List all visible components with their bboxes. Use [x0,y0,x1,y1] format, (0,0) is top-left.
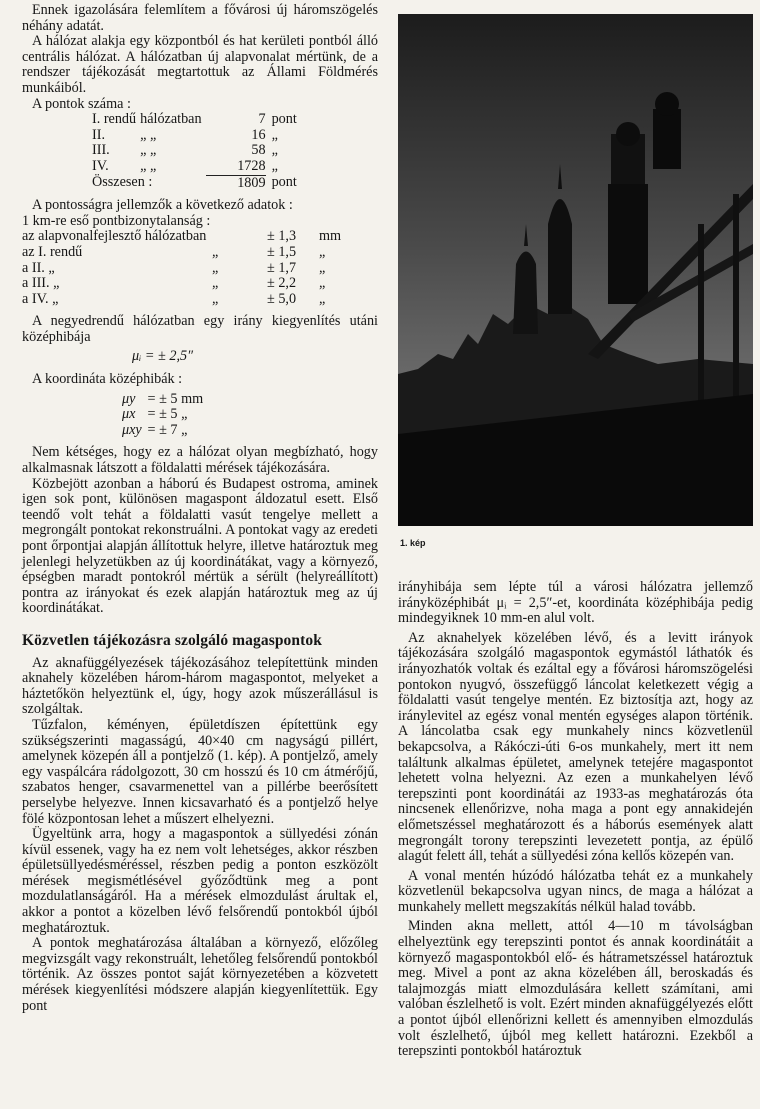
paragraph: A pontosságra jellemzők a következő adatok : [32,197,293,214]
table-cell: „ „ [140,142,157,159]
table-cell: pont [271,174,297,191]
left-column [22,3,378,1014]
table-cell: 58 [251,142,266,159]
table-cell: hálózatban [140,111,202,128]
table-cell: „ [271,126,278,143]
table-cell: III. [92,142,110,159]
table-cell: az alapvonalfejlesztő hálózatban [22,228,207,245]
symbol: μy [122,390,136,407]
table-row [22,229,341,245]
table-cell: ± 2,2 [267,275,297,292]
table-cell: „ [212,290,219,307]
paragraph: Ügyeltünk arra, hogy a magaspontok a süllyedési zónán kívül essenek, vagy ha ez nem volt lehetséges, akkor részben épületsüllyedésméréssel, részben pedig a ponton eszközölt mérések megismétlésével győződtünk meg a pont mozdulatlanságáról. Ha a mérések elmozdulást árultak el, akkor a pontot a közelben lévő felsőrendű pontokból újból meghatároztuk. [22,826,378,936]
value: = ± 7 „ [147,421,188,438]
total-row [92,175,301,191]
table-row [92,159,301,175]
table-cell: ± 5,0 [267,290,297,307]
table-row [22,292,341,308]
table-cell: ± 1,5 [267,243,297,260]
table-cell: „ [319,290,326,307]
value: = ± 5 „ [147,406,188,423]
rooftop-survey-photo [398,14,753,526]
paragraph: irányhibája sem lépte túl a városi hálózatra jellemző irányközéphibát μᵢ = 2,5″-et, koordináta középhibája pedig mindegyiknek 10 mm-en alul volt. [398,579,753,627]
table-cell: a III. „ [22,275,60,292]
formula: μᵢ = ± 2,5″ [132,348,194,365]
table-cell: IV. [92,158,109,175]
table-cell: 16 [251,126,266,143]
table-cell: mm [319,228,342,245]
table-cell: ± 1,3 [267,228,297,245]
table-row [22,276,341,292]
paragraph: A negyedrendű hálózatban egy irány kiegyenlítés utáni középhibája [22,313,378,345]
formula [22,423,378,439]
table-cell: „ [271,142,278,159]
symbol: μx [122,406,136,423]
paragraph: A pontok meghatározása általában a környező, előzőleg megvizsgált vagy rekonstruált, lehetőleg felsőrendű pontokból történik. Az összes pontot saját környezetében a közvetett mérések kiegyenlítési módszere alapján kiegyenlítettük. Egy pont [22,935,378,1014]
table-cell: Összesen : [92,174,153,191]
table-cell: pont [271,111,297,128]
paragraph: Az aknafüggélyezések tájékozásához telepítettünk minden aknahely közelében három-három magaspontot, melyeket a háztetőkön helyeztünk el, úgy, hogy azok műszerállásul is szolgáltak. [22,654,378,718]
right-text [398,580,753,1060]
table-cell: az I. rendű [22,243,83,260]
right-column [398,0,753,1060]
table-cell: a II. „ [22,259,55,276]
table-cell: „ [319,243,326,260]
paragraph: 1 km-re eső pontbizonytalanság : [22,212,211,229]
table-cell: „ [271,158,278,175]
paragraph: Minden akna mellett, attól 4—10 m távolságban elhelyeztünk egy terepszinti pontot és annak koordinátáit a környező magaspontokból elő- és hátrametszéssel határoztuk meg. Mivel a pont az akna közelében áll, beroskadás és talajmozgás miatt elmozdulására kellett számítani, ami valóban észlelhető is volt. Ezért minden aknafüggélyezés előtt a pontot újból ellenőrizni kellett és amennyiben elmozdulás volt észlelhető, újból meg kellett határozni. Ezekből a terepszinti pontokból határoztuk [398,918,753,1060]
table-cell: 1809 [206,175,266,191]
paragraph: A hálózat alakja egy központból és hat kerületi pontból álló centrális hálózat. A hálózatban új alapvonalat mértünk, de a rendszer tájékozását megtartottuk az Állami Földmérés munkáiból. [22,33,378,96]
value: = ± 5 mm [147,390,204,407]
paragraph: Ennek igazolására felemlítem a fővárosi új háromszögelés néhány adatát. [22,2,378,34]
table-row [22,245,341,261]
table-row [92,112,301,128]
point-count-table [92,112,301,191]
accuracy-table [22,229,341,307]
table-cell: ± 1,7 [267,259,297,276]
table-cell: „ [319,275,326,292]
section-heading: Közvetlen tájékozásra szolgáló magaspontok [22,631,322,649]
table-row [92,128,301,144]
symbol: μxy [122,421,142,438]
table-cell: „ „ [140,158,157,175]
table-cell: II. [92,126,105,143]
table-cell: „ [319,259,326,276]
table-cell: 1728 [237,157,266,174]
paragraph: Az aknahelyek közelében lévő, és a levitt irányok tájékozására szolgáló magaspontok egymástól láthatók és irányozhatók voltak és ezáltal egy a fővárosi háromszögelési pontokon nyugvó, összefüggő láncolat keletkezett végig a földalatti vasút tengelye mentén. Ez biztosítja azt, hogy az iránylevitel az egész vonal mentén egységes alapon történik. A láncolatba csak egy munkahely nincs közvetlenül bekapcsolva, a Rákóczi-úti 6-os munkahely, mert itt nem találtunk alkalmas épületet, amelynek tetejére magaspontot lehetett volna helyezni. Az ezen a munkahelyen lévő terepszinti pont koordinátái az 1933-as meghatározás óta nincsenek ellenőrizve, noha maga a pont egy annakidején előmetszéssel meghatározott és a háborús események alatt megrongált torony terepszinti levezetett pontja, az épülő alagút felett áll, tehát a süllyedési zóna kellős közepén van. [398,629,753,865]
paragraph: A koordináta középhibák : [32,371,183,388]
formula [22,392,378,408]
table-cell [212,229,267,245]
table-row [92,143,301,159]
figure-caption: 1. kép [400,538,426,548]
table-cell: „ [212,275,219,292]
table-cell: „ [212,243,219,260]
paragraph: Közbejött azonban a háború és Budapest ostroma, aminek igen sok pont, különösen magaspont áldozatul esett. Első teendő volt tehát a földalatti vasút tengelye mellett a megrongált pontokat rekonstruálni. A pontokat vagy az eredeti pont őrpontjai alapján állítottuk helyre, illetve határoztuk meg jelenlegi helyzetükben az új koordinátákat, vagy a környező, épségben maradt pontokról mértük a sérült (helyreállított) pontra az irányokat és ezek alapján határoztuk meg az új koordinátákat. [22,475,378,617]
table-cell: „ [212,259,219,276]
table-row [22,261,341,277]
table-cell: 7 [258,111,266,128]
paragraph: A pontok száma : [32,95,131,112]
table-cell: a IV. „ [22,290,59,307]
paragraph: Tűzfalon, kéményen, épületdíszen építettünk egy szükségszerinti magasságú, 40×40 cm nagyságú pillért, amelynek közepén áll a pontjelző (1. kép). A pontjelző, amely egy vaspálcára rádolgozott, 30 cm hosszú és 10 cm átmérőjű, szabatos henger, csavarmenettel van a pillérbe beerősített perselybe helyezve. Innen kicsavarható és a pontjelző helye fölé központosan lehet a műszert elhelyezni. [22,716,378,827]
paragraph: Nem kétséges, hogy ez a hálózat olyan megbízható, hogy alkalmasnak látszott a földalatti mérések tájékozására. [22,444,378,477]
table-cell: I. rendű [92,111,137,128]
table-cell: „ „ [140,126,157,143]
formula [22,407,378,423]
paragraph: A vonal mentén húzódó hálózatba tehát ez a munkahely közvetlenül bekapcsolva ugyan nincs, de maga a hálózat a munkahely mellett megszakítás nélkül halad tovább. [398,867,753,915]
